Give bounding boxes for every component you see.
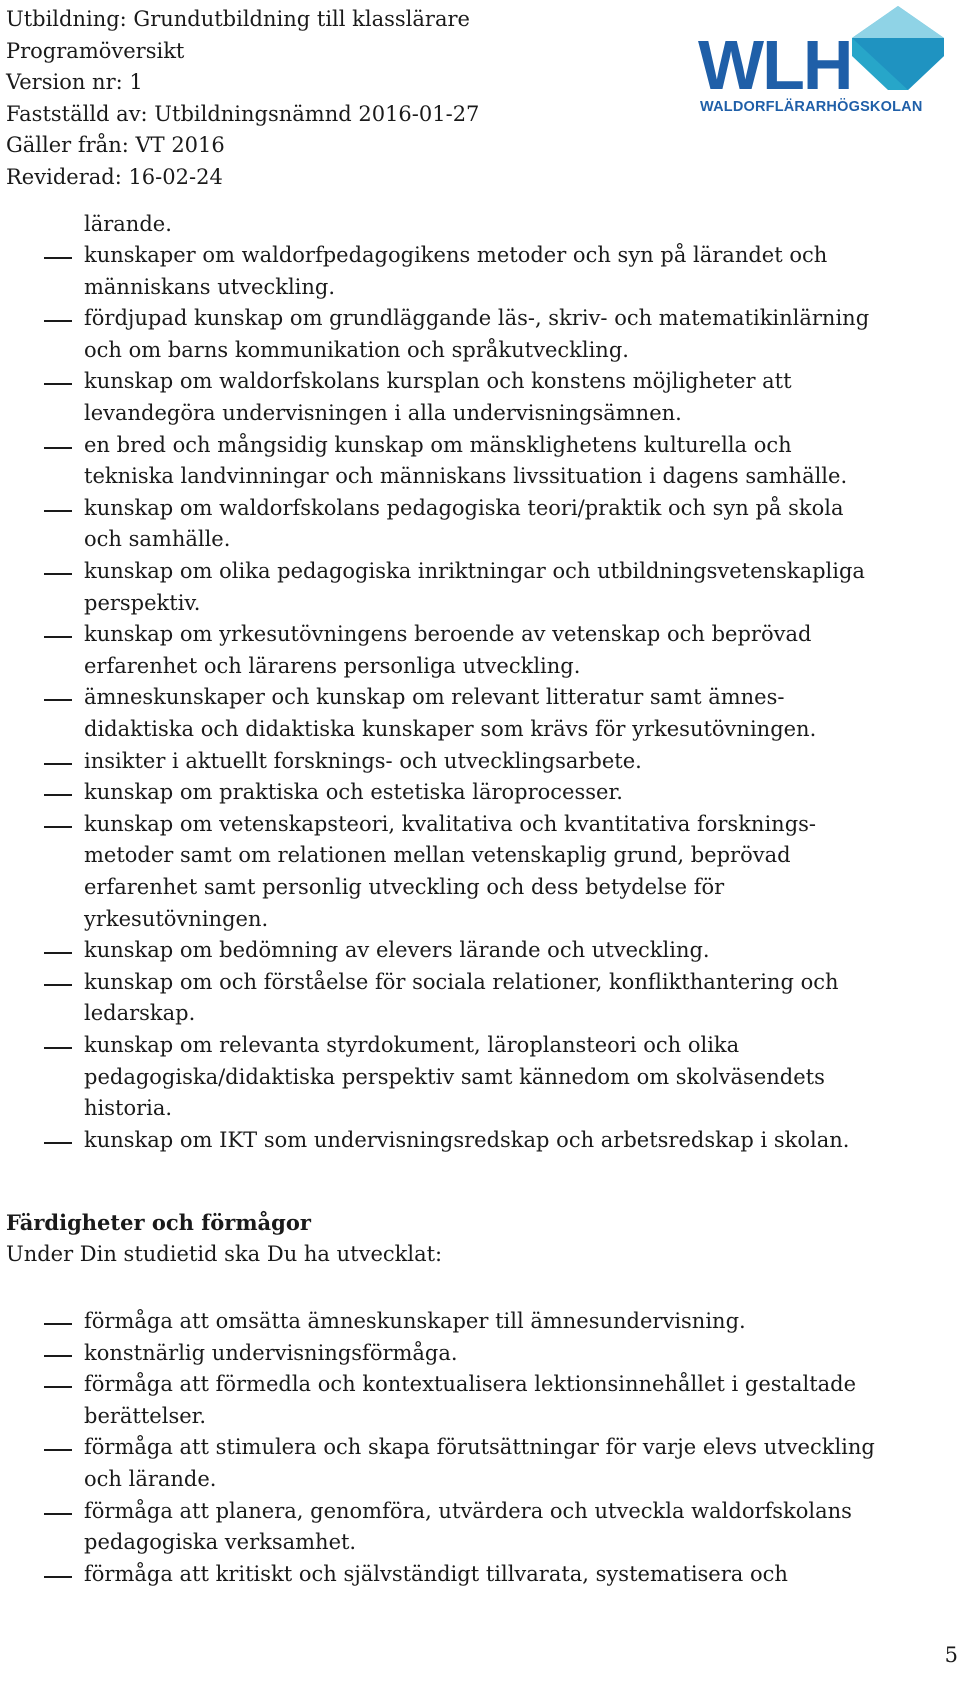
header-approved-by: Fastställd av: Utbildningsnämnd 2016-01-27 bbox=[6, 101, 480, 126]
list-item-line: ledarskap. bbox=[84, 1001, 196, 1026]
list-item-line: kunskap om relevanta styrdokument, läroplansteori och olika bbox=[84, 1033, 740, 1057]
list-item-line: kunskap om vetenskapsteori, kvalitativa och kvantitativa forsknings- bbox=[84, 811, 817, 836]
bullet-dash bbox=[44, 794, 72, 796]
bullet-dash bbox=[44, 257, 72, 259]
list-item-line: kunskap om IKT som undervisningsredskap och arbetsredskap i skolan. bbox=[84, 1127, 850, 1152]
list-item-line: erfarenhet samt personlig utveckling och dess betydelse för bbox=[84, 875, 725, 899]
list-item-line: historia. bbox=[84, 1096, 173, 1121]
list-item-line: förmåga att stimulera och skapa förutsättningar för varje elevs utveckling bbox=[84, 1435, 875, 1460]
list-item-line: berättelser. bbox=[84, 1403, 207, 1428]
list-item-line: pedagogiska verksamhet. bbox=[84, 1530, 357, 1555]
logo-wordmark: WLH bbox=[698, 26, 852, 104]
list-item-line: kunskap om waldorfskolans kursplan och konstens möjligheter att bbox=[84, 369, 792, 394]
list-item-line: konstnärlig undervisningsförmåga. bbox=[84, 1340, 458, 1365]
list-item-line: kunskap om och förståelse för sociala relationer, konflikthantering och bbox=[84, 969, 839, 994]
list-item-line: förmåga att kritiskt och självständigt tillvarata, systematisera och bbox=[84, 1561, 788, 1586]
bullet-dash bbox=[44, 763, 72, 765]
list-item-line: förmåga att omsätta ämneskunskaper till ämnesundervisning. bbox=[84, 1309, 746, 1333]
knowledge-continuation: lärande. bbox=[84, 212, 172, 236]
list-item-line: fördjupad kunskap om grundläggande läs-, skriv- och matematikinlärning bbox=[84, 306, 870, 331]
list-item-line: människans utveckling. bbox=[84, 274, 336, 299]
logo-subtitle: WALDORFLÄRARHÖGSKOLAN bbox=[700, 99, 923, 115]
bullet-dash bbox=[44, 699, 72, 701]
list-item-line: perspektiv. bbox=[84, 590, 201, 615]
bullet-dash bbox=[44, 1449, 72, 1451]
list-item-line: insikter i aktuellt forsknings- och utvecklingsarbete. bbox=[84, 748, 642, 773]
bullet-dash bbox=[44, 1355, 72, 1357]
bullet-dash bbox=[44, 447, 72, 449]
list-item-line: kunskaper om waldorfpedagogikens metoder och syn på lärandet och bbox=[84, 243, 828, 267]
list-item-line: kunskap om yrkesutövningens beroende av vetenskap och beprövad bbox=[84, 622, 812, 647]
list-item-line: didaktiska och didaktiska kunskaper som krävs för yrkesutövningen. bbox=[84, 717, 817, 741]
bullet-dash bbox=[44, 826, 72, 828]
list-item-line: och lärande. bbox=[84, 1467, 217, 1491]
bullet-dash bbox=[44, 383, 72, 385]
list-item-line: kunskap om waldorfskolans pedagogiska teori/praktik och syn på skola bbox=[84, 495, 844, 520]
list-item-line: kunskap om olika pedagogiska inriktningar och utbildningsvetenskapliga bbox=[84, 559, 865, 583]
list-item-line: yrkesutövningen. bbox=[84, 906, 269, 931]
list-item-line: metoder samt om relationen mellan vetenskaplig grund, beprövad bbox=[84, 843, 791, 868]
skills-intro: Under Din studietid ska Du ha utvecklat: bbox=[6, 1242, 443, 1266]
wlh-logo bbox=[698, 2, 960, 118]
header-doc-type: Programöversikt bbox=[6, 38, 185, 63]
list-item-line: en bred och mångsidig kunskap om mänsklighetens kulturella och bbox=[84, 432, 792, 457]
list-item-line: pedagogiska/didaktiska perspektiv samt kännedom om skolväsendets bbox=[84, 1064, 825, 1089]
page-number: 5 bbox=[944, 1643, 958, 1667]
header-program: Utbildning: Grundutbildning till klasslärare bbox=[6, 7, 470, 31]
bullet-dash bbox=[44, 1323, 72, 1325]
bullet-dash bbox=[44, 1386, 72, 1388]
bullet-dash bbox=[44, 1047, 72, 1049]
skills-heading: Färdigheter och förmågor bbox=[6, 1210, 311, 1235]
list-item-line: ämneskunskaper och kunskap om relevant litteratur samt ämnes- bbox=[84, 685, 785, 710]
bullet-dash bbox=[44, 510, 72, 512]
bullet-dash bbox=[44, 984, 72, 986]
list-item-line: levandegöra undervisningen i alla undervisningsämnen. bbox=[84, 401, 682, 425]
bullet-dash bbox=[44, 573, 72, 575]
bullet-dash bbox=[44, 320, 72, 322]
list-item-line: förmåga att planera, genomföra, utvärdera och utveckla waldorfskolans bbox=[84, 1498, 852, 1523]
list-item-line: förmåga att förmedla och kontextualisera lektionsinnehållet i gestaltade bbox=[84, 1372, 857, 1397]
header-valid-from: Gäller från: VT 2016 bbox=[6, 133, 225, 157]
bullet-dash bbox=[44, 952, 72, 954]
logo-pentagon-icon bbox=[848, 4, 948, 92]
list-item-line: kunskap om praktiska och estetiska läroprocesser. bbox=[84, 780, 623, 805]
list-item-line: erfarenhet och lärarens personliga utveckling. bbox=[84, 653, 581, 678]
bullet-dash bbox=[44, 1576, 72, 1578]
list-item-line: kunskap om bedömning av elevers lärande och utveckling. bbox=[84, 938, 710, 963]
list-item-line: tekniska landvinningar och människans livssituation i dagens samhälle. bbox=[84, 464, 848, 489]
bullet-dash bbox=[44, 1513, 72, 1515]
bullet-dash bbox=[44, 636, 72, 638]
header-version: Version nr: 1 bbox=[6, 70, 143, 94]
list-item-line: och samhälle. bbox=[84, 527, 231, 552]
header-revised: Reviderad: 16-02-24 bbox=[6, 164, 223, 189]
document-header bbox=[6, 4, 479, 193]
list-item-line: och om barns kommunikation och språkutveckling. bbox=[84, 337, 629, 362]
bullet-dash bbox=[44, 1142, 72, 1144]
